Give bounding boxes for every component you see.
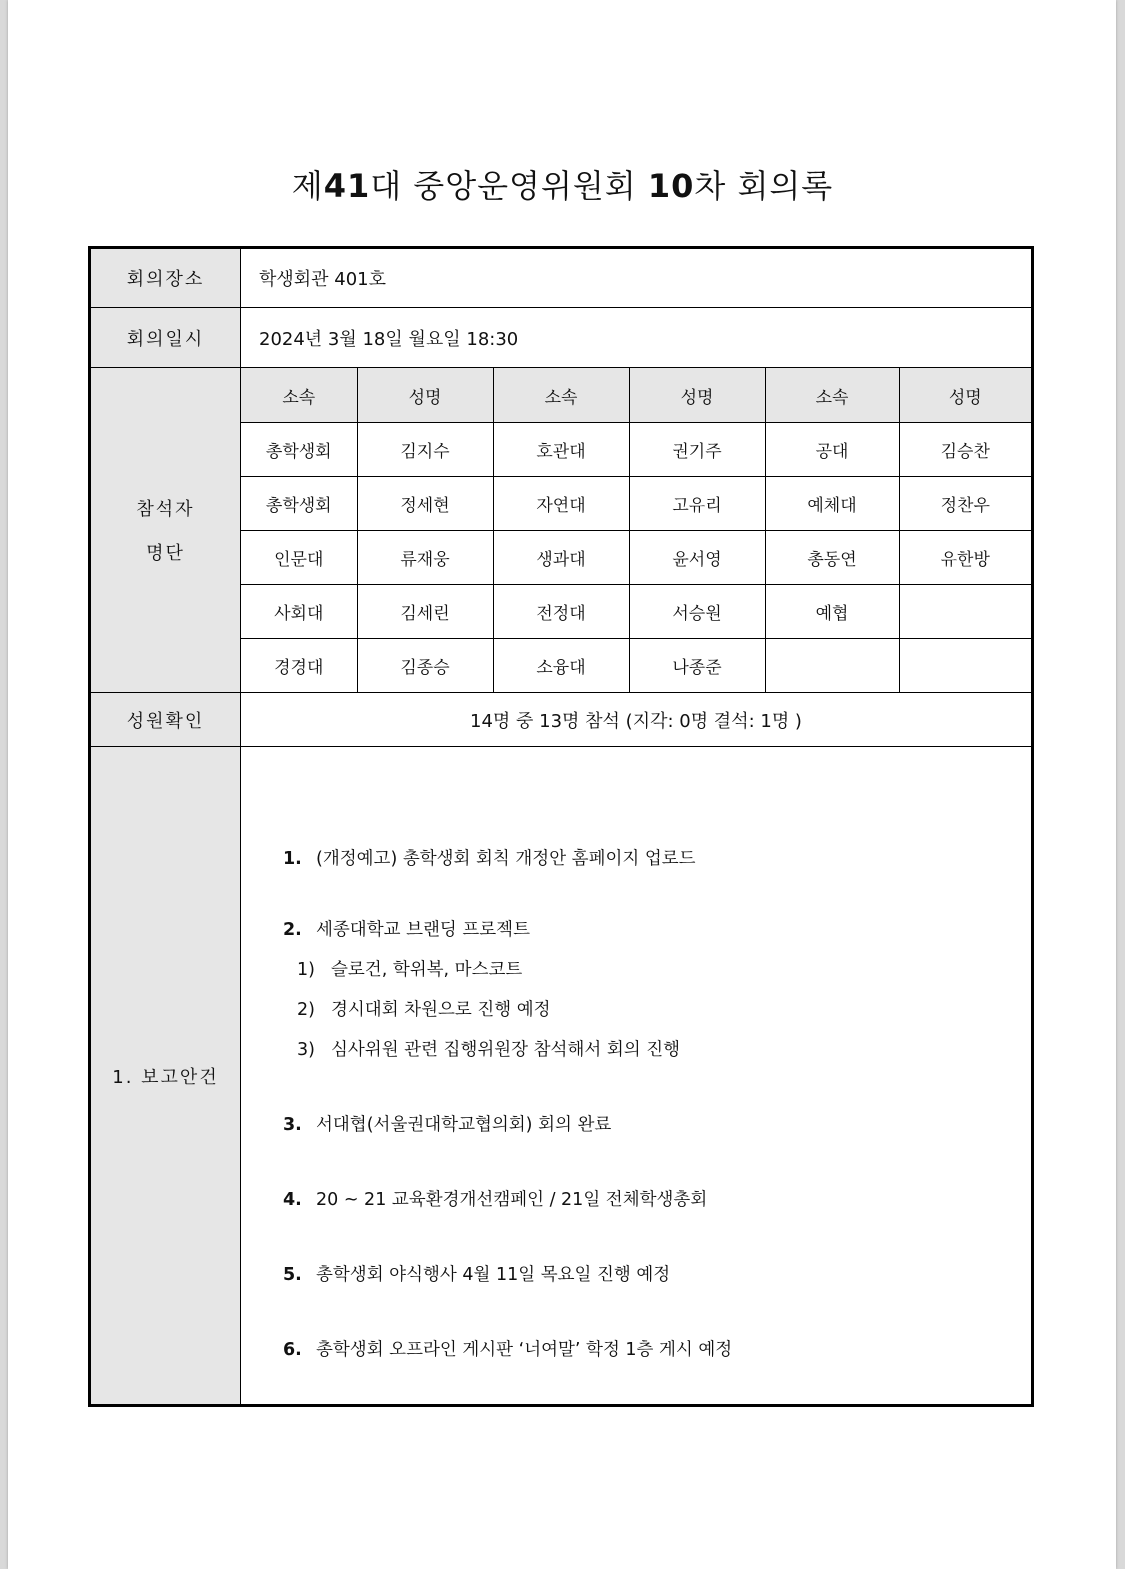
table-row (241, 423, 1031, 477)
agenda-item-text: 총학생회 야식행사 4월 11일 목요일 진행 예정 (316, 1265, 671, 1285)
name-cell: 김승찬 (899, 423, 1031, 477)
place-value: 학생회관 401호 (241, 248, 1033, 308)
agenda-item (283, 916, 1031, 941)
column-header: 성명 (629, 368, 765, 423)
datetime-value: 2024년 3월 18일 월요일 18:30 (241, 308, 1033, 368)
agenda-subitem-text: 슬로건, 학위복, 마스코트 (331, 960, 523, 980)
agenda-item-number: 1. (283, 849, 302, 869)
agenda-item-text: 서대협(서울권대학교협의회) 회의 완료 (316, 1115, 612, 1135)
affiliation-cell: 예협 (765, 585, 899, 639)
affiliation-cell: 호관대 (493, 423, 629, 477)
name-cell: 김종승 (357, 639, 493, 693)
agenda-item-text: (개정예고) 총학생회 회칙 개정안 홈페이지 업로드 (316, 849, 696, 869)
agenda-subitem-number: 1) (297, 960, 315, 980)
name-cell: 정찬우 (899, 477, 1031, 531)
name-cell: 김지수 (357, 423, 493, 477)
report-label: 1. 보고안건 (90, 747, 241, 1406)
agenda-item (283, 1336, 1031, 1361)
agenda-subitem-text: 심사위원 관련 집행위원장 참석해서 회의 진행 (331, 1040, 681, 1060)
agenda-item-number: 6. (283, 1340, 302, 1360)
attendees-cell (241, 368, 1033, 693)
report-row (90, 747, 1033, 1406)
table-row (241, 585, 1031, 639)
name-cell: 나종준 (629, 639, 765, 693)
agenda-subitem (297, 996, 1031, 1021)
place-row (90, 248, 1033, 308)
affiliation-cell: 전정대 (493, 585, 629, 639)
name-cell: 권기주 (629, 423, 765, 477)
attendees-label (90, 368, 241, 693)
place-label: 회의장소 (90, 248, 241, 308)
name-cell: 유한방 (899, 531, 1031, 585)
agenda-item (283, 1261, 1031, 1286)
agenda-item-text: 20 ~ 21 교육환경개선캠페인 / 21일 전체학생총회 (316, 1190, 708, 1210)
datetime-label: 회의일시 (90, 308, 241, 368)
name-cell: 류재웅 (357, 531, 493, 585)
attendees-header-row (241, 368, 1031, 423)
name-cell: 고유리 (629, 477, 765, 531)
name-cell (899, 639, 1031, 693)
agenda-item-text: 총학생회 오프라인 게시판 ‘너여말’ 학정 1층 게시 예정 (316, 1340, 733, 1360)
attendees-row (90, 368, 1033, 693)
column-header: 성명 (899, 368, 1031, 423)
affiliation-cell (765, 639, 899, 693)
agenda-subitem (297, 1036, 1031, 1061)
table-row (241, 531, 1031, 585)
affiliation-cell: 소융대 (493, 639, 629, 693)
affiliation-cell: 자연대 (493, 477, 629, 531)
minutes-table (88, 246, 1034, 1407)
agenda-subitem-number: 2) (297, 1000, 315, 1020)
agenda-subitem-number: 3) (297, 1040, 315, 1060)
agenda-item-number: 2. (283, 920, 302, 940)
column-header: 성명 (357, 368, 493, 423)
affiliation-cell: 경경대 (241, 639, 357, 693)
name-cell: 윤서영 (629, 531, 765, 585)
agenda-item-number: 4. (283, 1190, 302, 1210)
agenda-item (283, 845, 1031, 870)
report-content (241, 747, 1033, 1406)
column-header: 소속 (241, 368, 357, 423)
agenda-subitem (297, 956, 1031, 981)
quorum-label: 성원확인 (90, 693, 241, 747)
agenda-item (283, 1186, 1031, 1211)
affiliation-cell: 생과대 (493, 531, 629, 585)
quorum-value: 14명 중 13명 참석 (지각: 0명 결석: 1명 ) (241, 693, 1033, 747)
attendees-label-line2: 명단 (146, 543, 185, 564)
attendees-label-line1: 참석자 (136, 499, 195, 520)
affiliation-cell: 공대 (765, 423, 899, 477)
attendees-table (241, 368, 1031, 692)
agenda-item-text: 세종대학교 브랜딩 프로젝트 (316, 920, 530, 940)
name-cell: 정세현 (357, 477, 493, 531)
name-cell: 김세린 (357, 585, 493, 639)
table-row (241, 477, 1031, 531)
name-cell (899, 585, 1031, 639)
column-header: 소속 (765, 368, 899, 423)
datetime-row (90, 308, 1033, 368)
affiliation-cell: 총동연 (765, 531, 899, 585)
table-row (241, 639, 1031, 693)
document-title: 제41대 중앙운영위원회 10차 회의록 (291, 167, 834, 206)
agenda-item (283, 1111, 1031, 1136)
agenda-subitem-text: 경시대회 차원으로 진행 예정 (331, 1000, 551, 1020)
affiliation-cell: 총학생회 (241, 423, 357, 477)
affiliation-cell: 사회대 (241, 585, 357, 639)
affiliation-cell: 인문대 (241, 531, 357, 585)
agenda-list (241, 747, 1031, 1361)
quorum-row (90, 693, 1033, 747)
affiliation-cell: 예체대 (765, 477, 899, 531)
name-cell: 서승원 (629, 585, 765, 639)
agenda-item-number: 5. (283, 1265, 302, 1285)
affiliation-cell: 총학생회 (241, 477, 357, 531)
column-header: 소속 (493, 368, 629, 423)
agenda-item-number: 3. (283, 1115, 302, 1135)
